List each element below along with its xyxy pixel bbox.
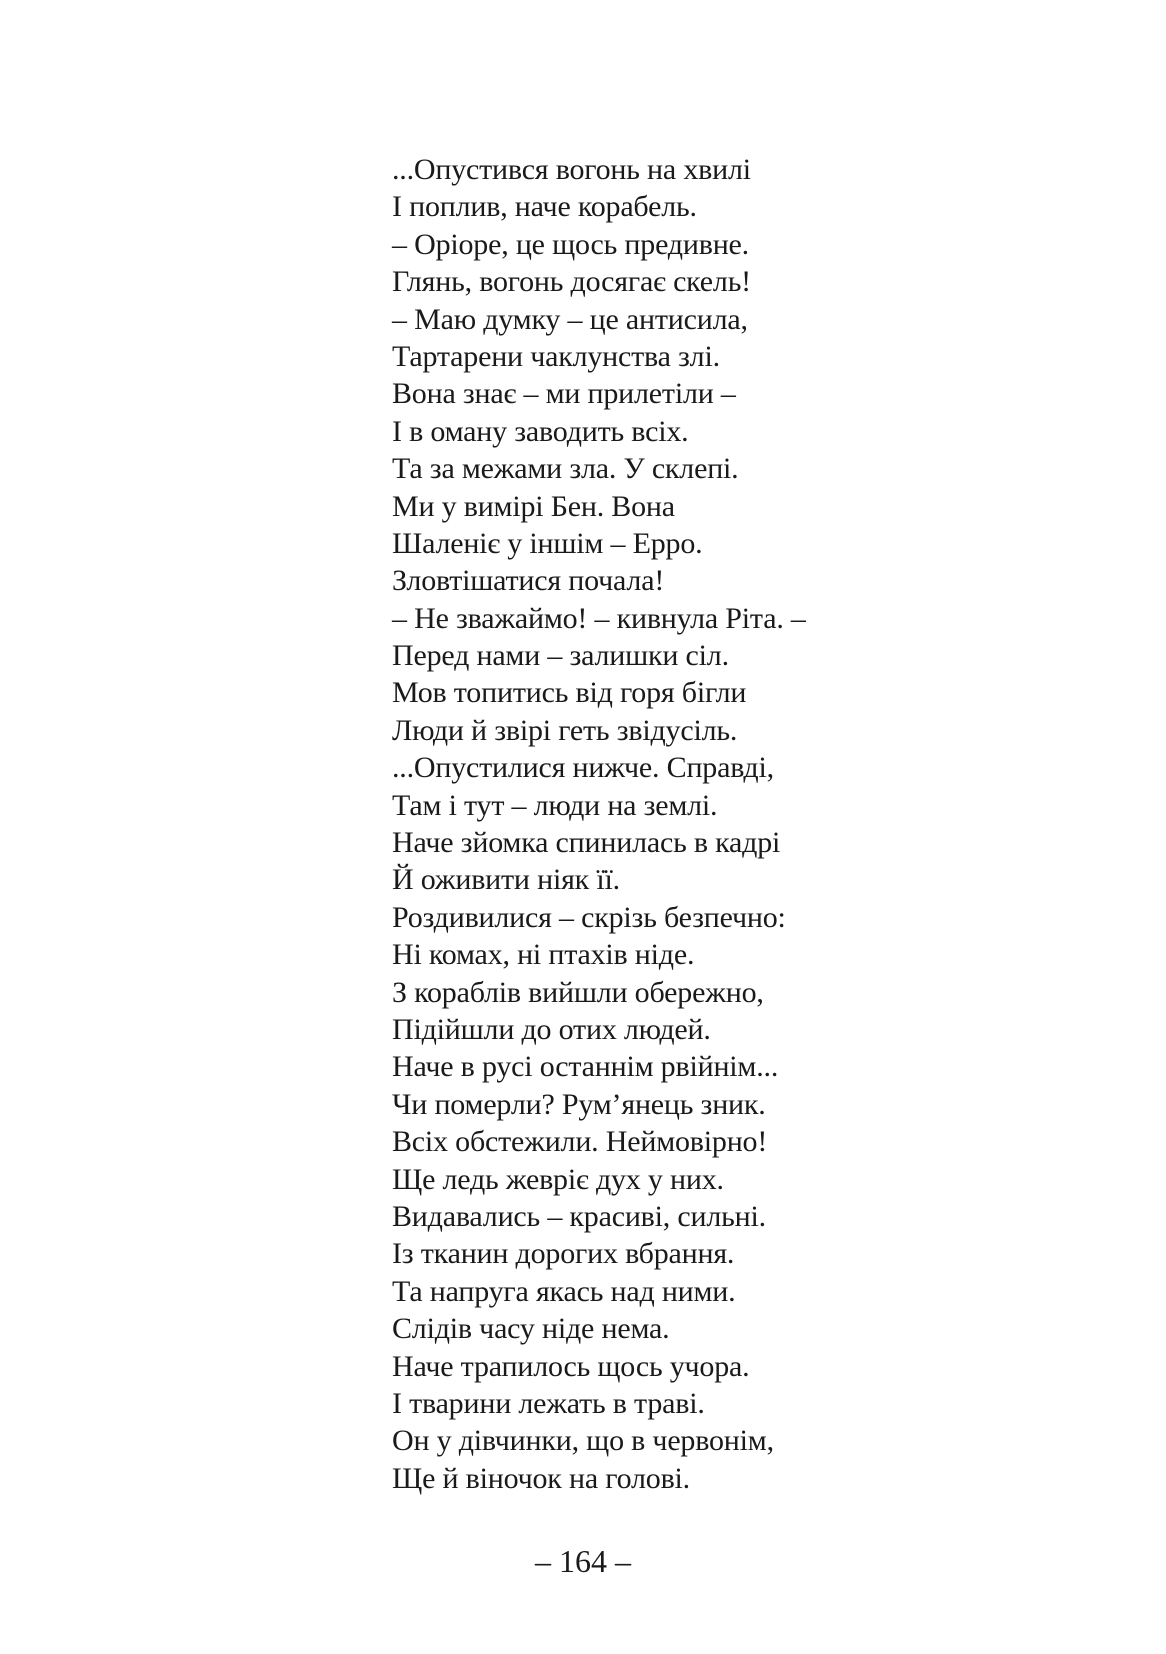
poem-line: Наче в русі останнім рвійнім... <box>392 1050 779 1084</box>
poem-line: Наче зйомка спинилась в кадрі <box>392 826 781 860</box>
poem-line: Всіх обстежили. Неймовірно! <box>392 1125 768 1159</box>
poem-line: Там і тут – люди на землі. <box>392 788 718 822</box>
poem-line: І тварини лежать в траві. <box>392 1386 705 1420</box>
poem-line: Підійшли до отих людей. <box>392 1012 711 1046</box>
poem-line: Перед нами – залишки сіл. <box>392 639 729 673</box>
poem-line: Чи померли? Рум’янець зник. <box>392 1087 766 1121</box>
poem-line: Ще й віночок на голові. <box>392 1461 690 1495</box>
poem-line: Слідів часу ніде нема. <box>392 1312 670 1346</box>
poem-line: Та за межами зла. У склепі. <box>392 452 739 486</box>
page-number: – 164 – <box>535 1543 631 1579</box>
poem-line: Он у дівчинки, що в червонім, <box>392 1424 774 1458</box>
poem-line: Роздивилися – скрізь безпечно: <box>392 900 786 934</box>
poem-line: Глянь, вогонь досягає скель! <box>392 265 751 299</box>
poem-line: ...Опустилися нижче. Справді, <box>392 751 774 785</box>
poem-line: З кораблів вийшли обережно, <box>392 975 764 1009</box>
poem-line: Видавались – красиві, сильні. <box>392 1199 766 1233</box>
poem-line: І поплив, наче корабель. <box>392 190 697 224</box>
poem-line: – Оріоре, це щось предивне. <box>392 227 749 261</box>
poem-text <box>392 151 952 1497</box>
poem-line: Наче трапилось щось учора. <box>392 1349 750 1383</box>
poem-line: – Не зважаймо! – кивнула Ріта. – <box>392 601 806 635</box>
poem-line: Люди й звірі геть звідусіль. <box>392 713 738 747</box>
poem-line: – Маю думку – це антисила, <box>392 302 748 336</box>
poem-line: Ні комах, ні птахів ніде. <box>392 938 695 972</box>
poem-line: Ми у вимірі Бен. Вона <box>392 489 675 523</box>
poem-line: Мов топитись від горя бігли <box>392 676 747 710</box>
poem-line: Із тканин дорогих вбрання. <box>392 1237 735 1271</box>
poem-line: Й оживити ніяк її. <box>392 863 620 897</box>
poem-line: Та напруга якась над ними. <box>392 1274 736 1308</box>
poem-line: Тартарени чаклунства злі. <box>392 339 720 373</box>
poem-line: ...Опустився вогонь на хвилі <box>392 153 751 186</box>
poem-line: Зловтішатися почала! <box>392 564 665 598</box>
poem-line: Ще ледь жевріє дух у них. <box>392 1162 724 1196</box>
poem-line: Шаленіє у іншім – Ерро. <box>392 526 703 560</box>
poem-line: Вона знає – ми прилетіли – <box>392 377 736 411</box>
poem-line: І в оману заводить всіх. <box>392 414 689 448</box>
